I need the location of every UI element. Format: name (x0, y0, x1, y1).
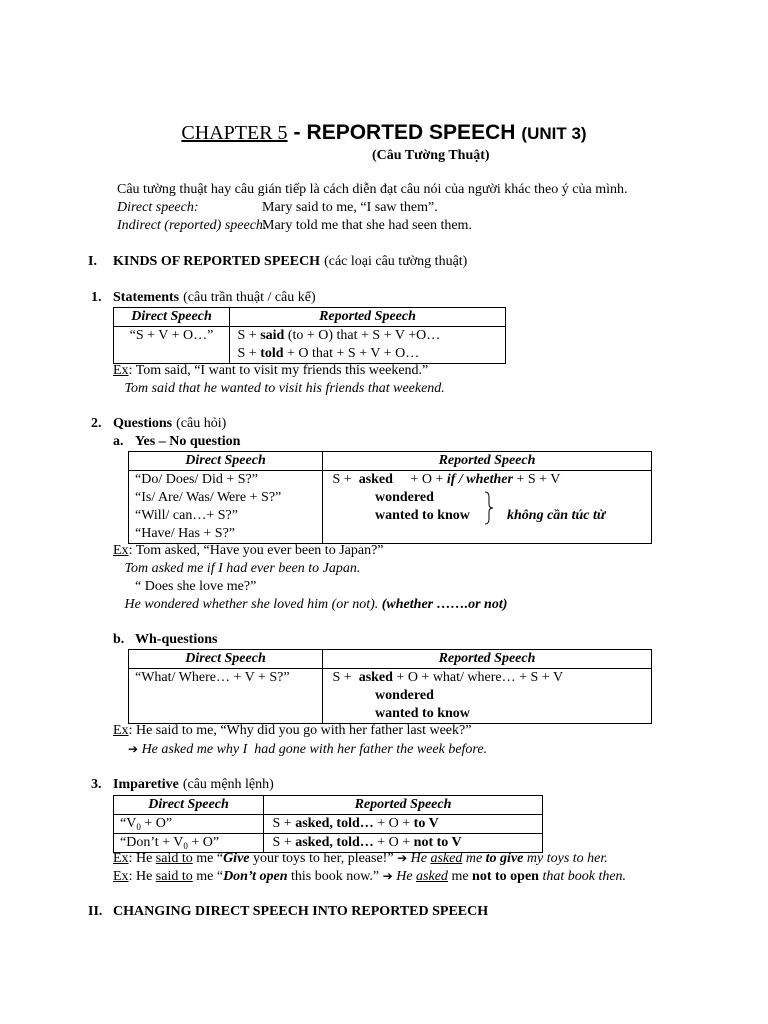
example-text: me “ (192, 851, 224, 866)
example-result: me (447, 869, 473, 884)
reported-middle: + O + (373, 835, 414, 850)
table-header-row (114, 308, 506, 327)
imperative-example-2 (113, 867, 626, 886)
statements-heading (113, 289, 316, 307)
wh-letter: b. (113, 632, 125, 647)
example-sentence: : Tom asked, “Have you ever been to Japan?” (128, 543, 384, 558)
chapter-number: CHAPTER 5 (181, 122, 288, 144)
example-result: He wondered whether she loved him (or not). (121, 597, 382, 612)
reported-verb: asked, told… (295, 835, 374, 850)
questions-heading (113, 415, 226, 433)
example-command: Give (223, 851, 250, 866)
section-1-heading (113, 253, 467, 271)
direct-speech-example: Mary said to me, “I saw them”. (262, 200, 438, 215)
example-label: Ex (113, 723, 129, 738)
reported-verb: told (260, 346, 284, 361)
imperative-number: 3. (91, 777, 102, 792)
example-said: said to (155, 869, 193, 884)
example-asked: asked (416, 869, 448, 884)
definition-text: Câu tường thuật hay câu gián tiếp là cách diễn đạt câu nói của người khác theo ý của mình. (117, 182, 628, 197)
wh-title: Wh-questions (135, 632, 218, 647)
indirect-speech-example: Mary told me that she had seen them. (262, 218, 472, 233)
reported-prefix: S + (329, 472, 359, 487)
direct-pattern: “V (120, 816, 137, 831)
statements-example (113, 362, 428, 380)
example-sentence: : Tom said, “I want to visit my friends this weekend.” (128, 363, 429, 378)
subscript: 0 (183, 841, 188, 851)
reported-speech-cell (264, 815, 543, 834)
reported-speech-cell (323, 471, 652, 544)
reported-line (329, 669, 647, 687)
example-sentence: : He said to me, “Why did you go with her father last week?” (128, 723, 472, 738)
chapter-title (0, 120, 768, 149)
alternative-verb: wanted to know (375, 706, 470, 721)
indirect-speech-label: Indirect (reported) speech: (117, 218, 268, 233)
direct-pattern: “Have/ Has + S?” (135, 526, 236, 541)
reported-line (234, 345, 501, 363)
reported-prefix: S + (269, 835, 296, 850)
header-direct-speech: Direct Speech (129, 452, 323, 471)
example-result: Tom asked me if I had ever been to Japan. (121, 561, 361, 576)
reported-prefix: S + (329, 670, 359, 685)
table-header-row (114, 796, 543, 815)
example-label: Ex (113, 543, 129, 558)
reported-verb: said (260, 328, 285, 343)
statements-number: 1. (91, 290, 102, 305)
yes-no-letter: a. (113, 434, 124, 449)
table-row (114, 815, 543, 834)
no-object-note: không cần túc từ (507, 508, 606, 523)
example-text: : He (128, 851, 156, 866)
table-row (114, 327, 506, 364)
reported-middle: + O + (392, 472, 447, 487)
subscript: 0 (136, 822, 141, 832)
arrow-icon: ➔ (382, 869, 393, 883)
imperative-table (113, 795, 543, 853)
example-text: : He (128, 869, 156, 884)
subtitle: (Câu Tường Thuật) (372, 148, 490, 163)
imperative-note: (câu mệnh lệnh) (182, 777, 274, 792)
example-asked: asked (430, 851, 463, 866)
section-1-title: KINDS OF REPORTED SPEECH (113, 254, 321, 269)
title-dash: - (293, 121, 301, 144)
example-command: Don’t open (223, 869, 288, 884)
example-result: He (392, 869, 417, 884)
example-result: Tom said that he wanted to visit his friends that weekend. (121, 381, 445, 396)
reported-verb: asked, told… (295, 816, 374, 831)
direct-pattern: “Will/ can…+ S?” (135, 508, 238, 523)
section-2-number: II. (88, 904, 103, 919)
reported-suffix: + O + what/ where… + S + V (392, 670, 564, 685)
reported-line (329, 471, 647, 489)
direct-speech-label: Direct speech: (117, 200, 199, 215)
brace-icon (484, 491, 494, 525)
example-result: that book then. (538, 869, 627, 884)
reported-prefix: S + (234, 346, 261, 361)
reported-conjunction: if / whether (446, 472, 513, 487)
header-direct-speech: Direct Speech (114, 796, 264, 815)
yes-no-table (128, 451, 652, 544)
questions-number: 2. (91, 416, 102, 431)
title-text: REPORTED SPEECH (306, 121, 516, 144)
wh-table (128, 649, 652, 724)
yes-no-example-result (121, 560, 360, 578)
statements-table (113, 307, 506, 364)
header-direct-speech: Direct Speech (114, 308, 230, 327)
example-result: my toys to her. (523, 851, 608, 866)
reported-line (234, 327, 501, 345)
section-1-number: I. (88, 254, 97, 269)
example-label: Ex (113, 363, 129, 378)
table-header-row (129, 452, 652, 471)
example-label: Ex (113, 851, 129, 866)
example-result: He asked me why I had gone with her father the week before. (138, 742, 488, 757)
unit-label: (UNIT 3) (521, 124, 587, 143)
direct-pattern: “Do/ Does/ Did + S?” (135, 472, 258, 487)
reported-middle: + O + (373, 816, 414, 831)
table-header-row (129, 650, 652, 669)
statements-example-result (121, 380, 445, 398)
example-said: said to (155, 851, 193, 866)
reported-speech-cell (230, 327, 506, 364)
direct-pattern-end: + O” (140, 816, 173, 831)
direct-pattern: “Is/ Are/ Was/ Were + S?” (135, 490, 282, 505)
reported-suffix: (to + O) that + S + V +O… (284, 328, 441, 343)
reported-suffix: + O that + S + V + O… (283, 346, 420, 361)
direct-speech-cell: “S + V + O…” (114, 327, 230, 364)
example-infinitive: not to open (472, 869, 539, 884)
imperative-heading (113, 776, 274, 794)
questions-note: (câu hỏi) (176, 416, 227, 431)
direct-speech-cell (114, 815, 264, 834)
statements-note: (câu trần thuật / câu kể) (183, 290, 316, 305)
reported-prefix: S + (269, 816, 296, 831)
arrow-icon: ➔ (128, 742, 139, 756)
example-text: me “ (192, 869, 224, 884)
example-result: me (462, 851, 486, 866)
section-1-note: (các loại câu tường thuật) (324, 254, 468, 269)
header-reported-speech: Reported Speech (230, 308, 506, 327)
header-direct-speech: Direct Speech (129, 650, 323, 669)
reported-infinitive: not to V (413, 835, 462, 850)
reported-prefix: S + (234, 328, 261, 343)
reported-infinitive: to V (413, 816, 439, 831)
direct-pattern: “Don’t + V (120, 835, 184, 850)
imperative-example-1 (113, 849, 608, 868)
table-row (129, 669, 652, 724)
alternative-verb: wanted to know (375, 508, 470, 523)
reported-speech-content (329, 471, 647, 525)
yes-no-example-question-2: “ Does she love me?” (135, 579, 257, 594)
imperative-title: Imparetive (113, 777, 179, 792)
example-text: your toys to her, please!” (249, 851, 398, 866)
example-infinitive: to give (485, 851, 524, 866)
direct-speech-cell: “What/ Where… + V + S?” (129, 669, 323, 724)
example-note: (whether …….or not) (381, 597, 508, 612)
yes-no-title: Yes – No question (135, 434, 241, 449)
example-result: He (407, 851, 431, 866)
alternative-verb: wondered (375, 490, 434, 505)
header-reported-speech: Reported Speech (323, 452, 652, 471)
statements-title: Statements (113, 290, 180, 305)
table-row (129, 471, 652, 544)
wh-example-result (128, 740, 487, 759)
wh-example (113, 722, 471, 740)
reported-verb: asked (358, 670, 393, 685)
yes-no-example (113, 542, 384, 560)
direct-speech-cell (129, 471, 323, 544)
reported-suffix: + S + V (512, 472, 561, 487)
yes-no-example-result-2 (121, 596, 507, 614)
reported-verb: asked (358, 472, 393, 487)
reported-speech-cell (323, 669, 652, 724)
example-text: this book now.” (287, 869, 383, 884)
example-label: Ex (113, 869, 129, 884)
alternative-verb: wondered (375, 688, 434, 703)
header-reported-speech: Reported Speech (323, 650, 652, 669)
questions-title: Questions (113, 416, 173, 431)
section-2-title: CHANGING DIRECT SPEECH INTO REPORTED SPEECH (113, 904, 489, 919)
direct-pattern-end: + O” (187, 835, 220, 850)
header-reported-speech: Reported Speech (264, 796, 543, 815)
arrow-icon: ➔ (397, 851, 408, 865)
